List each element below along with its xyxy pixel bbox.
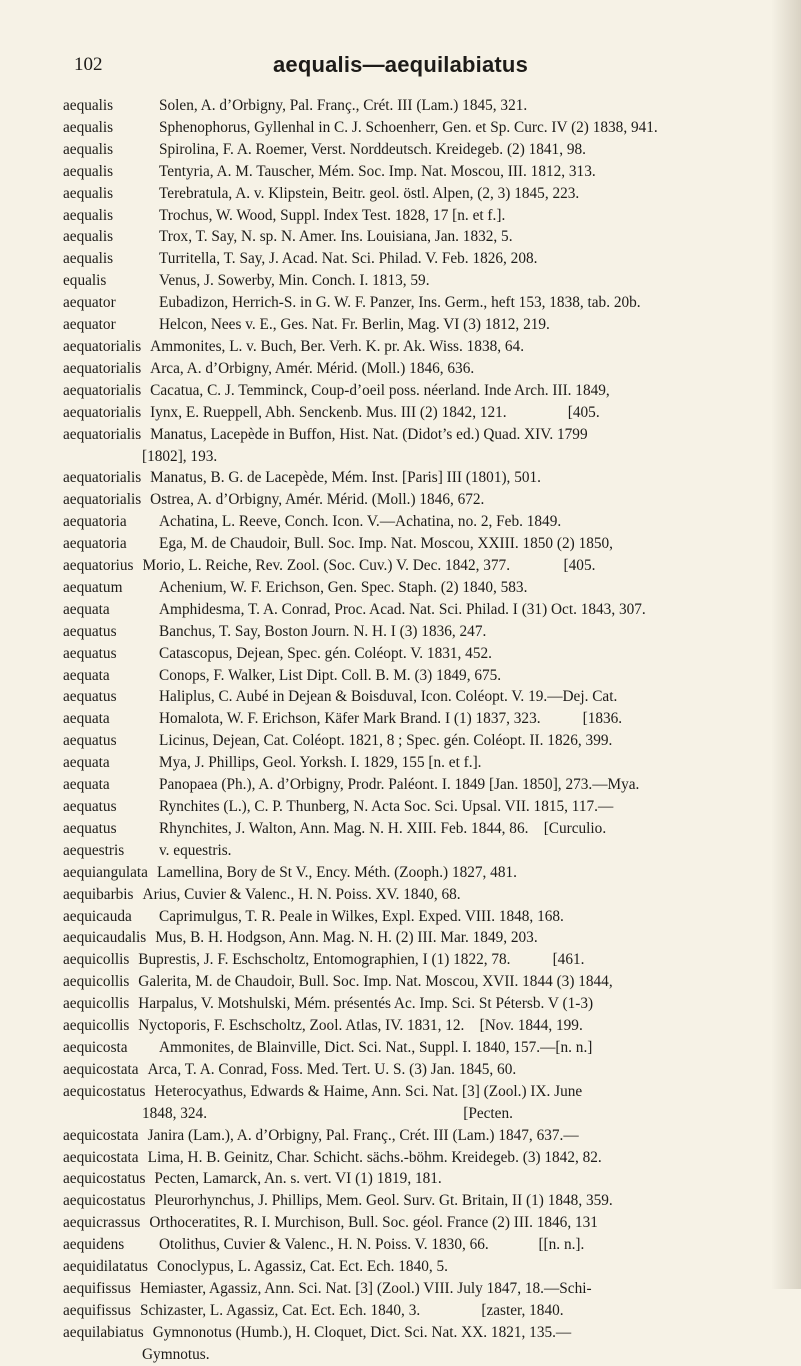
entry-citation: Achatina, L. Reeve, Conch. Icon. V.—Achatina, no. 2, Feb. 1849. [159,513,562,531]
entry-epithet: aequicauda [63,907,132,925]
entry-citation: Conoclypus, L. Agassiz, Cat. Ect. Ech. 1840, 5. [156,1258,448,1276]
entry-epithet: aequatus [63,732,117,750]
index-entry [63,730,773,752]
entry-epithet: aequatus [63,798,117,815]
entry-epithet: aequestris [63,841,125,859]
entry-citation: Orthoceratites, R. I. Murchison, Bull. Soc. géol. France (2) III. 1846, 131 [149,1214,598,1232]
entry-citation: Conops, F. Walker, List Dipt. Coll. B. M. (3) 1849, 675. [159,666,502,684]
entry-epithet: aequicostatus [63,1170,146,1188]
entry-citation: Mus, B. H. Hodgson, Ann. Mag. N. H. (2) III. Mar. 1849, 203. [155,929,538,947]
entry-citation: Homalota, W. F. Erichson, Käfer Mark Brand. I (1) 1837, 323. [1836. [159,710,623,728]
index-entry [63,1037,773,1059]
entry-citation: Manatus, B. G. de Lacepède, Mém. Inst. [Paris] III (1801), 501. [150,469,541,487]
index-entry [63,1256,773,1278]
index-entry [63,467,773,489]
entry-epithet: aequicostatus [63,1082,146,1100]
entry-epithet: aequata [63,666,110,684]
entry-epithet: aequatorialis [63,359,142,377]
entry-citation: Eubadizon, Herrich-S. in G. W. F. Panzer, Ins. Germ., heft 153, 1838, tab. 20b. [159,294,641,312]
entry-epithet: aequicollis [63,973,130,991]
index-entry [63,686,773,708]
index-entry [63,489,773,511]
entry-citation: Tentyria, A. M. Tauscher, Mém. Soc. Imp. Nat. Moscou, III. 1812, 313. [159,162,596,180]
index-entry [63,226,773,248]
entry-citation: Licinus, Dejean, Cat. Coléopt. 1821, 8 ; Spec. gén. Coléopt. II. 1826, 399. [159,732,613,750]
index-entry [63,971,773,993]
index-entry [63,840,773,862]
entry-epithet: aequalis [63,140,114,158]
entry-epithet: equalis [63,272,107,290]
page-number: 102 [74,54,103,75]
entry-epithet: aequalis [63,250,114,268]
entry-epithet: aequata [63,754,110,772]
entry-citation: Gymnonotus (Humb.), H. Cloquet, Dict. Sci. Nat. XX. 1821, 135.— [152,1323,572,1341]
entry-epithet: aequalis [63,228,114,246]
entry-citation: Morio, L. Reiche, Rev. Zool. (Soc. Cuv.) V. Dec. 1842, 377. [405. [142,557,596,575]
index-entry [63,402,773,424]
index-entry [63,796,773,818]
index-entry [63,139,773,161]
entry-citation: Spirolina, F. A. Roemer, Verst. Norddeutsch. Kreidegeb. (2) 1841, 98. [159,140,586,158]
index-entry [63,1300,773,1322]
entry-citation: Arius, Cuvier & Valenc., H. N. Poiss. XV. 1840, 68. [142,885,461,903]
index-entry [63,358,773,380]
index-entry [63,183,773,205]
entry-epithet: aequicollis [63,995,130,1013]
entry-citation: Trox, T. Say, N. sp. N. Amer. Ins. Louisiana, Jan. 1832, 5. [159,228,513,246]
entry-citation: Hemiaster, Agassiz, Ann. Sci. Nat. [3] (Zool.) VIII. July 1847, 18.—Schi- [139,1279,592,1297]
entry-epithet: aequicaudalis [63,929,147,947]
entry-citation: Harpalus, V. Motshulski, Mém. présentés Ac. Imp. Sci. St Pétersb. V (1-3) [138,995,594,1013]
index-entry [63,993,773,1015]
entry-epithet: aequatus [63,622,117,640]
entry-citation: Buprestis, J. F. Eschscholtz, Entomographien, I (1) 1822, 78. [461. [138,951,585,969]
entry-citation: Terebratula, A. v. Klipstein, Beitr. geol. östl. Alpen, (2, 3) 1845, 223. [159,184,580,202]
entry-citation: Rynchites (L.), C. P. Thunberg, N. Acta Soc. Sci. Upsal. VII. 1815, 117.— [159,798,614,815]
index-entry [63,117,773,139]
page-header [0,52,801,82]
entry-epithet: aequatorialis [63,403,142,421]
entry-citation: Gymnotus. [142,1345,210,1363]
entry-epithet: aequiangulata [63,863,148,881]
index-entry [63,643,773,665]
index-entry [63,599,773,621]
entry-citation: Caprimulgus, T. R. Peale in Wilkes, Expl. Exped. VIII. 1848, 168. [159,907,564,925]
entry-epithet: aequalis [63,206,114,224]
entry-epithet: aequata [63,710,110,728]
entry-citation: Rhynchites, J. Walton, Ann. Mag. N. H. XIII. Feb. 1844, 86. [Curculio. [159,819,607,837]
entry-epithet: aequicostata [63,1060,139,1078]
index-entry [63,949,773,971]
entry-citation: Lamellina, Bory de St V., Ency. Méth. (Zooph.) 1827, 481. [156,863,517,881]
entry-list [63,95,773,1366]
entry-citation: Catascopus, Dejean, Spec. gén. Coléopt. V. 1831, 452. [159,644,492,662]
entry-citation: Ammonites, de Blainville, Dict. Sci. Nat., Suppl. I. 1840, 157.—[n. n.] [159,1038,593,1056]
entry-citation: Venus, J. Sowerby, Min. Conch. I. 1813, 59. [159,272,430,290]
index-entry [63,774,773,796]
entry-epithet: aequicollis [63,1017,130,1035]
entry-citation: Janira (Lam.), A. d’Orbigny, Pal. Franç., Crét. III (Lam.) 1847, 637.— [147,1126,579,1144]
index-entry [63,1125,773,1147]
entry-epithet: aequalis [63,97,114,114]
index-entry-continuation [63,1103,773,1125]
entry-citation: Ega, M. de Chaudoir, Bull. Soc. Imp. Nat. Moscou, XXIII. 1850 (2) 1850, [159,535,613,553]
index-entry [63,270,773,292]
entry-epithet: aequifissus [63,1279,131,1297]
index-entry [63,884,773,906]
entry-epithet: aequatorialis [63,491,142,509]
entry-epithet: aequalis [63,162,114,180]
index-entry [63,752,773,774]
entry-citation: Pleurorhynchus, J. Phillips, Mem. Geol. Surv. Gt. Britain, II (1) 1848, 359. [154,1192,613,1210]
index-entry-continuation [63,446,773,468]
index-entry [63,1190,773,1212]
entry-epithet: aequatorius [63,557,134,575]
index-entry [63,161,773,183]
index-entry [63,248,773,270]
index-entry [63,665,773,687]
index-entry [63,380,773,402]
index-entry [63,95,773,117]
entry-citation: Otolithus, Cuvier & Valenc., H. N. Poiss. V. 1830, 66. [[n. n.]. [159,1236,585,1254]
entry-citation: Solen, A. d’Orbigny, Pal. Franç., Crét. III (Lam.) 1845, 321. [159,97,528,114]
entry-epithet: aequicostata [63,1126,139,1144]
entry-citation: Nyctoporis, F. Eschscholtz, Zool. Atlas, IV. 1831, 12. [Nov. 1844, 199. [138,1017,583,1035]
entry-citation: Pecten, Lamarck, An. s. vert. VI (1) 1819, 181. [154,1170,442,1188]
running-head: aequalis—aequilabiatus [272,52,529,77]
index-entry [63,621,773,643]
entry-citation: Turritella, T. Say, J. Acad. Nat. Sci. Philad. V. Feb. 1826, 208. [159,250,538,268]
entry-citation: v. equestris. [159,841,232,859]
entry-epithet: aequatus [63,819,117,837]
index-entry [63,533,773,555]
index-entry [63,511,773,533]
entry-epithet: aequicrassus [63,1214,141,1232]
entry-epithet: aequatoria [63,535,127,553]
entry-epithet: aequatorialis [63,381,142,399]
entry-citation: Amphidesma, T. A. Conrad, Proc. Acad. Nat. Sci. Philad. I (31) Oct. 1843, 307. [159,600,646,618]
index-entry [63,1015,773,1037]
entry-citation: Cacatua, C. J. Temminck, Coup-d’oeil poss. néerland. Inde Arch. III. 1849, [150,381,610,399]
entry-epithet: aequicollis [63,951,130,969]
entry-epithet: aequilabiatus [63,1323,144,1341]
index-entry [63,1147,773,1169]
entry-citation: [1802], 193. [142,447,218,465]
index-entry-continuation [63,1344,773,1366]
index-entry [63,577,773,599]
entry-citation: Helcon, Nees v. E., Ges. Nat. Fr. Berlin, Mag. VI (3) 1812, 219. [159,316,550,334]
entry-epithet: aequatum [63,578,123,596]
entry-epithet: aequatorialis [63,425,142,443]
index-entry [63,708,773,730]
entry-citation: Heterocyathus, Edwards & Haime, Ann. Sci. Nat. [3] (Zool.) IX. June [154,1082,583,1100]
entry-citation: Iynx, E. Rueppell, Abh. Senckenb. Mus. III (2) 1842, 121. [405. [150,403,600,421]
entry-citation: Mya, J. Phillips, Geol. Yorksh. I. 1829, 155 [n. et f.]. [159,754,482,772]
index-entry [63,818,773,840]
entry-epithet: aequatus [63,644,117,662]
entry-citation: Ammonites, L. v. Buch, Ber. Verh. K. pr. Ak. Wiss. 1838, 64. [150,337,525,355]
index-entry [63,292,773,314]
entry-citation: Arca, T. A. Conrad, Foss. Med. Tert. U. S. (3) Jan. 1845, 60. [147,1060,517,1078]
index-entry [63,314,773,336]
entry-epithet: aequatus [63,688,117,706]
entry-citation: Haliplus, C. Aubé in Dejean & Boisduval, Icon. Coléopt. V. 19.—Dej. Cat. [159,688,618,706]
entry-citation: Sphenophorus, Gyllenhal in C. J. Schoenherr, Gen. et Sp. Curc. IV (2) 1838, 941. [159,118,658,136]
page-edge-shadow [771,0,801,1289]
entry-epithet: aequata [63,600,110,618]
entry-epithet: aequatorialis [63,469,142,487]
index-entry [63,424,773,446]
entry-epithet: aequalis [63,184,114,202]
index-entry [63,336,773,358]
index-entry [63,927,773,949]
entry-epithet: aequibarbis [63,885,134,903]
entry-citation: Arca, A. d’Orbigny, Amér. Mérid. (Moll.) 1846, 636. [150,359,475,377]
entry-citation: Ostrea, A. d’Orbigny, Amér. Mérid. (Moll.) 1846, 672. [150,491,485,509]
index-entry [63,1168,773,1190]
entry-epithet: aequalis [63,118,114,136]
entry-citation: Achenium, W. F. Erichson, Gen. Spec. Staph. (2) 1840, 583. [159,578,528,596]
entry-epithet: aequidens [63,1236,125,1254]
index-entry [63,1059,773,1081]
entry-citation: Galerita, M. de Chaudoir, Bull. Soc. Imp. Nat. Moscou, XVII. 1844 (3) 1844, [138,973,613,991]
index-entry [63,1322,773,1344]
entry-epithet: aequidilatatus [63,1258,148,1276]
index-entry [63,1081,773,1103]
entry-epithet: aequifissus [63,1301,131,1319]
entry-epithet: aequicostatus [63,1192,146,1210]
index-entry [63,906,773,928]
index-entry [63,205,773,227]
entry-epithet: aequatoria [63,513,127,531]
index-entry [63,1234,773,1256]
entry-epithet: aequicosta [63,1038,128,1056]
entry-citation: Manatus, Lacepède in Buffon, Hist. Nat. (Didot’s ed.) Quad. XIV. 1799 [150,425,588,443]
entry-citation: Banchus, T. Say, Boston Journ. N. H. I (3) 1836, 247. [159,622,487,640]
entry-citation: Schizaster, L. Agassiz, Cat. Ect. Ech. 1840, 3. [zaster, 1840. [139,1301,564,1319]
entry-epithet: aequator [63,294,116,312]
entry-epithet: aequicostata [63,1148,139,1166]
entry-epithet: aequata [63,776,110,794]
index-entry [63,1212,773,1234]
entry-citation: Trochus, W. Wood, Suppl. Index Test. 1828, 17 [n. et f.]. [159,206,506,224]
entry-citation: Panopaea (Ph.), A. d’Orbigny, Prodr. Paléont. I. 1849 [Jan. 1850], 273.—Mya. [159,776,640,794]
entry-epithet: aequator [63,316,116,334]
entry-citation: Lima, H. B. Geinitz, Char. Schicht. sächs.-böhm. Kreidegeb. (3) 1842, 82. [147,1148,602,1166]
entry-citation: 1848, 324. [Pecten. [142,1104,513,1122]
index-entry [63,555,773,577]
index-entry [63,862,773,884]
entry-epithet: aequatorialis [63,337,142,355]
